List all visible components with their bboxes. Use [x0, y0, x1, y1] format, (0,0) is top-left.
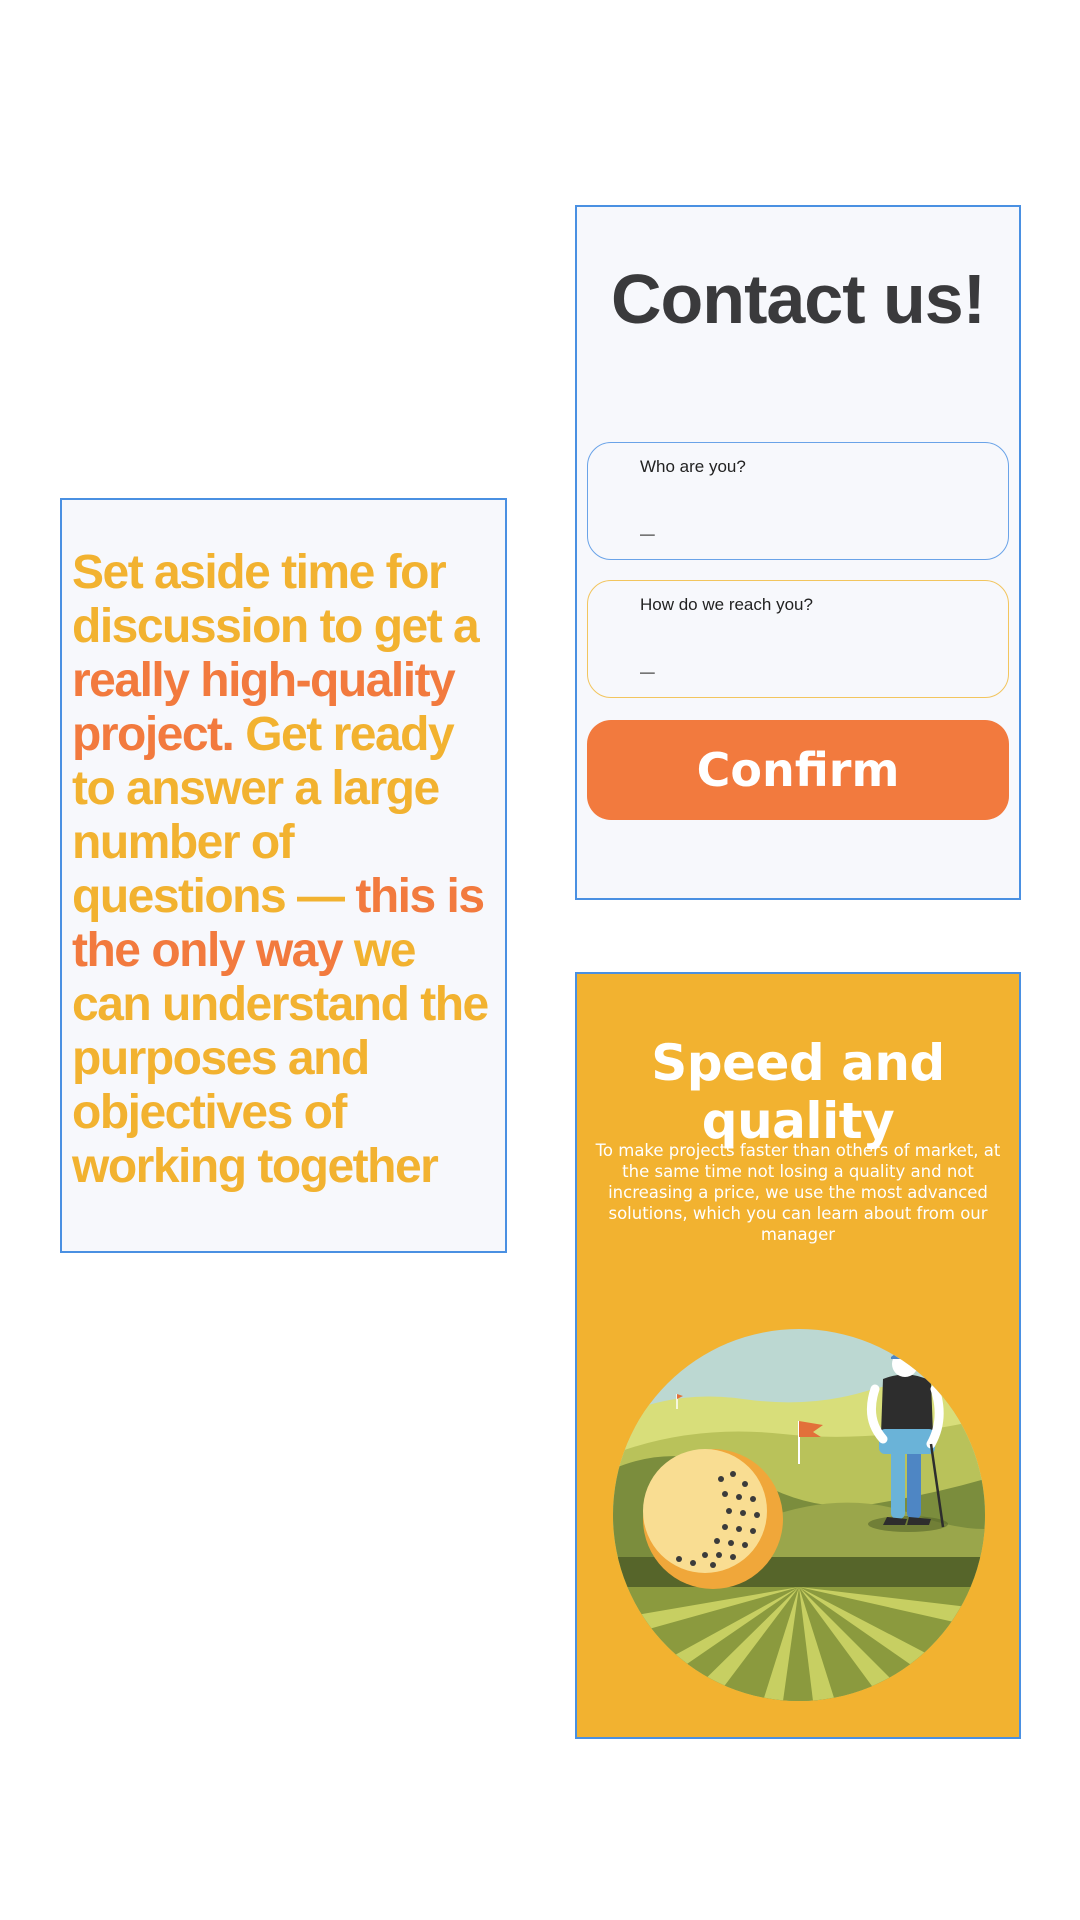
- text-segment: we can understand the purposes and objectives of working together: [72, 924, 488, 1193]
- text-segment: Get ready to answer a large number of questions —: [72, 708, 454, 923]
- confirm-button[interactable]: Confirm: [587, 720, 1009, 820]
- reach-field-label: How do we reach you?: [640, 595, 813, 614]
- discussion-paragraph: [72, 546, 495, 1194]
- text-segment-highlight: this is the only way: [72, 870, 484, 977]
- speed-description: To make projects faster than others of market, at the same time not losing a quality and not increasing a price, we use the most advanced solutions, which you can learn about from our manager: [595, 1141, 1001, 1244]
- contact-title: Contact us!: [611, 260, 985, 338]
- text-segment: Set aside time for discussion to get a: [72, 546, 479, 653]
- golf-scene-illustration: [613, 1329, 985, 1701]
- speed-quality-card: [575, 972, 1021, 1739]
- reach-field[interactable]: [587, 580, 1009, 698]
- contact-card: [575, 205, 1021, 900]
- name-input[interactable]: [638, 501, 982, 543]
- text-segment-highlight: really high-quality project.: [72, 654, 455, 761]
- name-field-label: Who are you?: [640, 457, 746, 476]
- speed-title: Speed and quality: [651, 1034, 945, 1150]
- discussion-text-card: [60, 498, 507, 1253]
- reach-input[interactable]: [638, 639, 982, 681]
- name-field[interactable]: [587, 442, 1009, 560]
